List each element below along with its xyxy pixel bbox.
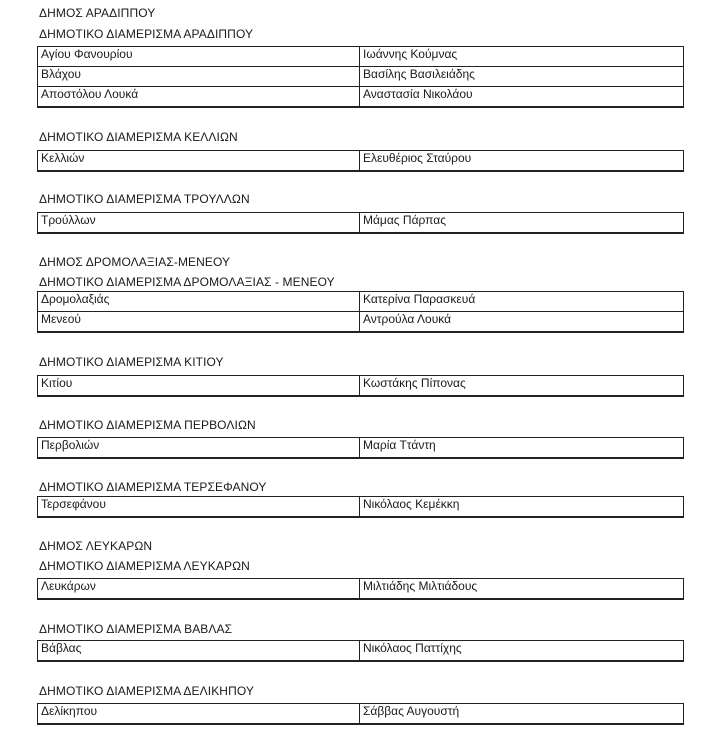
district-heading: ΔΗΜΟΤΙΚΟ ΔΙΑΜΕΡΙΣΜΑ ΛΕΥΚΑΡΩΝ xyxy=(39,559,250,573)
person-name-cell: Νικόλαος Κεμέκκη xyxy=(360,497,684,518)
person-name-cell: Αναστασία Νικολάου xyxy=(360,87,684,108)
person-name-cell: Κατερίνα Παρασκευά xyxy=(360,292,684,312)
table-row xyxy=(38,312,684,333)
location-cell: Δελίκηπου xyxy=(38,704,360,725)
district-heading: ΔΗΜΟΤΙΚΟ ΔΙΑΜΕΡΙΣΜΑ ΔΡΟΜΟΛΑΞΙΑΣ - ΜΕΝΕΟΥ xyxy=(39,275,335,289)
location-cell: Τερσεφάνου xyxy=(38,497,360,518)
table-row xyxy=(38,579,684,600)
district-table xyxy=(37,437,684,459)
district-heading: ΔΗΜΟΤΙΚΟ ΔΙΑΜΕΡΙΣΜΑ ΔΕΛΙΚΗΠΟΥ xyxy=(39,684,254,698)
person-name-cell: Ιωάννης Κούμνας xyxy=(360,47,684,67)
location-cell: Λευκάρων xyxy=(38,579,360,600)
location-cell: Κελλιών xyxy=(38,151,360,172)
location-cell: Τρούλλων xyxy=(38,213,360,234)
table-row xyxy=(38,292,684,312)
table-row xyxy=(38,47,684,67)
district-table xyxy=(37,640,684,662)
district-table xyxy=(37,150,684,172)
table-row xyxy=(38,438,684,459)
district-table xyxy=(37,375,684,397)
district-heading: ΔΗΜΟΤΙΚΟ ΔΙΑΜΕΡΙΣΜΑ ΒΑΒΛΑΣ xyxy=(39,622,233,636)
table-row xyxy=(38,151,684,172)
district-table xyxy=(37,578,684,600)
person-name-cell: Νικόλαος Παττίχης xyxy=(360,641,684,662)
location-cell: Μενεού xyxy=(38,312,360,333)
location-cell: Αγίου Φανουρίου xyxy=(38,47,360,67)
district-table xyxy=(37,496,684,518)
person-name-cell: Βασίλης Βασιλειάδης xyxy=(360,67,684,87)
location-cell: Περβολιών xyxy=(38,438,360,459)
person-name-cell: Σάββας Αυγουστή xyxy=(360,704,684,725)
person-name-cell: Μάμας Πάρπας xyxy=(360,213,684,234)
location-cell: Βάβλας xyxy=(38,641,360,662)
table-row xyxy=(38,213,684,234)
table-row xyxy=(38,704,684,725)
location-cell: Δρομολαξιάς xyxy=(38,292,360,312)
district-heading: ΔΗΜΟΤΙΚΟ ΔΙΑΜΕΡΙΣΜΑ ΚΙΤΙΟΥ xyxy=(39,355,224,369)
district-heading: ΔΗΜΟΤΙΚΟ ΔΙΑΜΕΡΙΣΜΑ ΤΡΟΥΛΛΩΝ xyxy=(39,192,250,206)
location-cell: Αποστόλου Λουκά xyxy=(38,87,360,108)
district-table xyxy=(37,703,684,725)
person-name-cell: Μαρία Ττάντη xyxy=(360,438,684,459)
district-heading: ΔΗΜΟΤΙΚΟ ΔΙΑΜΕΡΙΣΜΑ ΑΡΑΔΙΠΠΟΥ xyxy=(39,27,254,41)
municipality-heading: ΔΗΜΟΣ ΔΡΟΜΟΛΑΞΙΑΣ-ΜΕΝΕΟΥ xyxy=(39,255,231,269)
person-name-cell: Κωστάκης Πίπονας xyxy=(360,376,684,397)
district-heading: ΔΗΜΟΤΙΚΟ ΔΙΑΜΕΡΙΣΜΑ ΠΕΡΒΟΛΙΩΝ xyxy=(39,418,256,432)
location-cell: Βλάχου xyxy=(38,67,360,87)
table-row xyxy=(38,497,684,518)
table-row xyxy=(38,67,684,87)
district-table xyxy=(37,212,684,234)
district-table xyxy=(37,291,684,333)
district-table xyxy=(37,46,684,108)
district-heading: ΔΗΜΟΤΙΚΟ ΔΙΑΜΕΡΙΣΜΑ ΤΕΡΣΕΦΑΝΟΥ xyxy=(39,480,267,494)
person-name-cell: Αντρούλα Λουκά xyxy=(360,312,684,333)
location-cell: Κιτίου xyxy=(38,376,360,397)
table-row xyxy=(38,87,684,108)
municipality-heading: ΔΗΜΟΣ ΛΕΥΚΑΡΩΝ xyxy=(39,539,153,553)
person-name-cell: Μιλτιάδης Μιλτιάδους xyxy=(360,579,684,600)
table-row xyxy=(38,641,684,662)
district-heading: ΔΗΜΟΤΙΚΟ ΔΙΑΜΕΡΙΣΜΑ ΚΕΛΛΙΩΝ xyxy=(39,130,238,144)
municipality-heading: ΔΗΜΟΣ ΑΡΑΔΙΠΠΟΥ xyxy=(39,6,156,20)
table-row xyxy=(38,376,684,397)
person-name-cell: Ελευθέριος Σταύρου xyxy=(360,151,684,172)
